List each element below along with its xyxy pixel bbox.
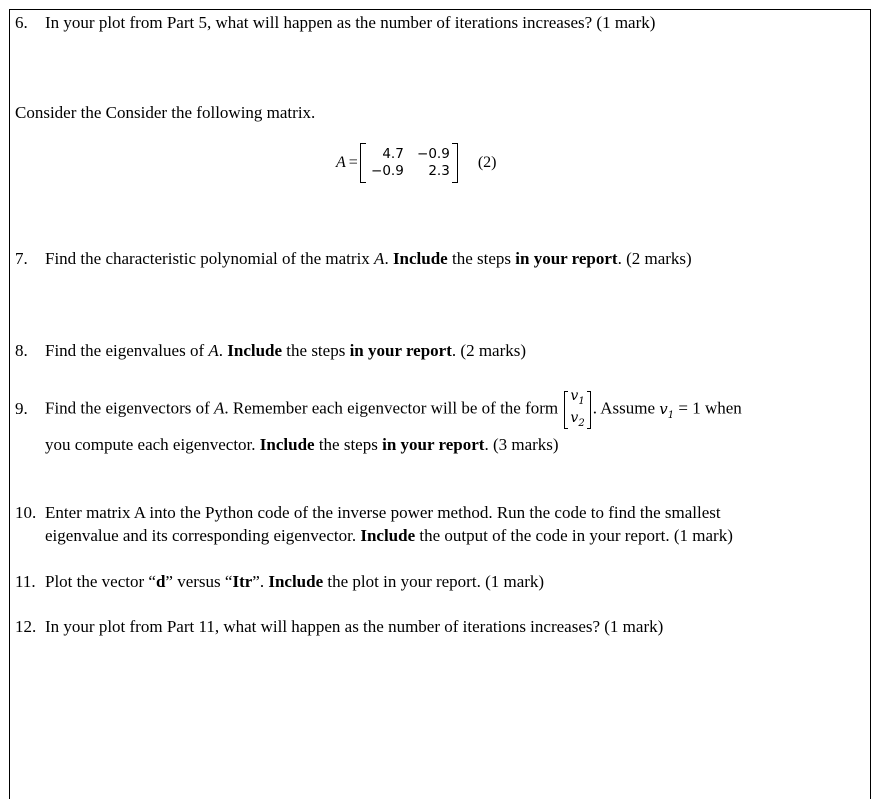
vector-top: $v_1$: [570, 388, 585, 407]
matrix-var: A: [208, 341, 219, 360]
question-6: [15, 13, 655, 33]
equation-number: (2): [477, 154, 497, 171]
emphasis-include: Include: [268, 572, 324, 591]
matrix-var: A: [374, 249, 385, 268]
question-text: you compute each eigenvector.: [45, 435, 260, 454]
matrix-entry-21: −0.9: [371, 163, 404, 179]
right-bracket: [452, 143, 458, 183]
matrix-entry-11: 4.7: [382, 146, 404, 162]
emphasis-include: Include: [259, 435, 315, 454]
question-text: . Assume: [592, 398, 660, 418]
question-11: [15, 572, 544, 592]
matrix-entry-22: 2.3: [428, 163, 450, 179]
question-12: [15, 617, 663, 637]
matrix-equation: [336, 140, 496, 186]
question-8: [15, 341, 526, 361]
matrix-intro: [15, 103, 315, 123]
emphasis-include: Include: [360, 526, 416, 545]
matrix-var: A: [214, 398, 225, 418]
question-text: . Remember each eigenvector will be of the form: [224, 398, 563, 418]
question-text: the output of the code in your report. (1 mark): [415, 526, 733, 545]
v1-var: $v_1$: [659, 399, 675, 421]
left-bracket: [360, 143, 366, 183]
question-9-continued: [45, 435, 559, 455]
question-text: In your plot from Part 5, what will happen as the number of iterations increases? (1 mark): [45, 13, 656, 32]
question-number: 7.: [15, 249, 28, 268]
question-text: eigenvalue and its corresponding eigenvector.: [45, 526, 361, 545]
question-10-continued: [45, 526, 733, 546]
vector-right-bracket: [587, 391, 591, 429]
question-text: .: [218, 341, 228, 360]
question-text: the plot in your report. (1 mark): [323, 572, 545, 591]
matrix-entries: [366, 146, 452, 180]
emphasis-include: Include: [392, 249, 448, 268]
question-text: Find the eigenvalues of: [45, 341, 209, 360]
emphasis-report: in your report: [382, 435, 485, 454]
question-number: 8.: [15, 341, 28, 360]
equals-sign: =: [348, 154, 358, 171]
vector-bottom: $v_2$: [570, 409, 585, 429]
question-text: Enter matrix A into the Python code of the inverse power method. Run the code to find the smallest: [45, 503, 721, 522]
question-number: 6.: [15, 13, 28, 32]
question-7: [15, 249, 692, 269]
emphasis-report: in your report: [515, 249, 618, 268]
question-10: [15, 503, 721, 523]
question-text: Plot the vector “: [45, 572, 156, 591]
question-text: the steps: [314, 435, 383, 454]
emphasis-report: in your report: [349, 341, 452, 360]
matrix-entry-12: −0.9: [417, 146, 450, 162]
matrix-label: A: [336, 154, 346, 171]
emphasis-include: Include: [227, 341, 283, 360]
question-9: [15, 388, 742, 435]
question-text: ” versus “: [165, 572, 233, 591]
question-text: . (2 marks): [617, 249, 692, 268]
question-number: 10.: [15, 503, 37, 522]
vector-components: [568, 388, 586, 432]
intro-text: Consider the Consider the following matrix.: [15, 103, 316, 122]
question-text: Find the eigenvectors of: [45, 398, 215, 418]
emphasis-itr: Itr: [232, 572, 253, 591]
question-text: ”.: [252, 572, 269, 591]
question-text: . (2 marks): [451, 341, 527, 360]
emphasis-d: d: [155, 572, 166, 591]
question-text: Find the characteristic polynomial of the matrix: [45, 249, 375, 268]
question-text: = 1 when: [674, 398, 742, 418]
question-number: 12.: [15, 617, 37, 636]
question-number: 9.: [15, 398, 28, 418]
eigenvector-form: [564, 388, 590, 432]
question-number: 11.: [15, 572, 36, 591]
question-text: the steps: [447, 249, 516, 268]
question-text: .: [384, 249, 393, 268]
question-text: In your plot from Part 11, what will happen as the number of iterations increases? (1 mark): [45, 617, 664, 636]
question-text: the steps: [282, 341, 350, 360]
question-text: . (3 marks): [484, 435, 559, 454]
